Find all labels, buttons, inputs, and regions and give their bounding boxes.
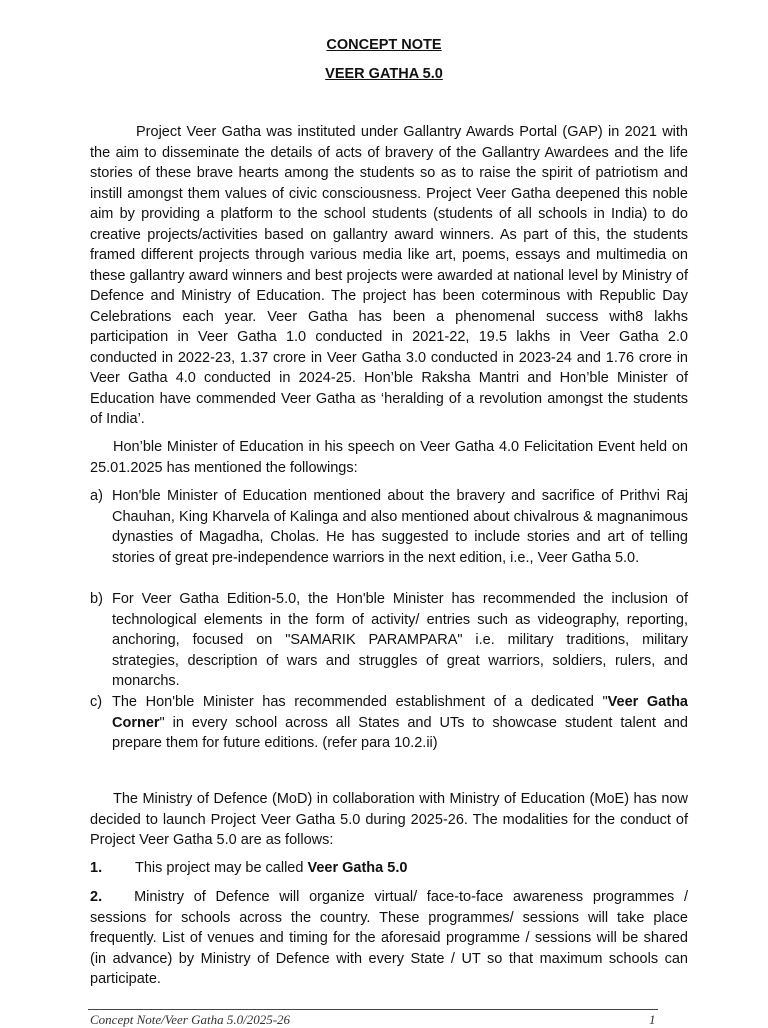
footer-divider [88, 1009, 658, 1010]
list-item-text-bold: Veer Gatha Corner [112, 694, 688, 731]
point-text-2: Ministry of Defence will organize virtual/ face-to-face awareness programmes / sessions for schools across the country. These programmes/ sessions will take place frequently. List of venues and timing for the aforesaid programme / sessions will be shared (in advance) by Ministry of Defence with every State / UT so that maximum schools can participate. [90, 889, 688, 987]
document-subtitle: VEER GATHA 5.0 [325, 66, 443, 82]
list-marker: a) [90, 488, 103, 504]
point-number-1: 1. [90, 860, 103, 876]
intro-paragraph: Project Veer Gatha was instituted under Gallantry Awards Portal (GAP) in 2021 with the aim to disseminate the details of acts of bravery of the Gallantry Awardees and the life stories of these brave hearts among the students so as to raise the spirit of patriotism and instill amongst them values of civic consciousness. Project Veer Gatha deepened this noble aim by providing a platform to the school students (students of all schools in India) to do creative projects/activities based on gallantry award winners. As part of this, the students framed different projects through various media like art, poems, essays and multimedia on these gallantry award winners and best projects were awarded at national level by Ministry of Defence and Ministry of Education. The project has been coterminous with Republic Day Celebrations each year. Veer Gatha has been a phenomenal success with8 lakhs participation in Veer Gatha 1.0 conducted in 2021-22, 19.5 lakhs in Veer Gatha 2.0 conducted in 2022-23, 1.37 crore in Veer Gatha 3.0 conducted in 2023-24 and 1.76 crore in Veer Gatha 4.0 conducted in 2024-25. Hon’ble Raksha Mantri and Hon’ble Minister of Education have commended Veer Gatha as ‘heralding of a revolution amongst the students of India’. [90, 124, 688, 427]
point-text-1 [135, 858, 407, 879]
list-item-text: Hon'ble Minister of Education mentioned about the bravery and sacrifice of Prithvi Raj Chauhan, King Kharvela of Kalinga and also mentioned about chivalrous & magnanimous dynasties of Magadha, Cholas. He has suggested to include stories and art of telling stories of great pre-independence warriors in the next edition, i.e., Veer Gatha 5.0. [112, 488, 688, 566]
list-item-text: For Veer Gatha Edition-5.0, the Hon'ble Minister has recommended the inclusion of technological elements in the form of activity/ entries such as videography, reporting, anchoring, focused on "SAMARIK PARAMPARA" i.e. military traditions, military strategies, description of wars and struggles of great warriors, soldiers, rulers, and monarchs. [112, 591, 688, 689]
list-item-b [90, 589, 688, 692]
launch-paragraph: The Ministry of Defence (MoD) in collaboration with Ministry of Education (MoE) has now decided to launch Project Veer Gatha 5.0 during 2025-26. The modalities for the conduct of Project Veer Gatha 5.0 are as follows: [90, 791, 688, 848]
document-title: CONCEPT NOTE [326, 37, 442, 53]
list-item-a [90, 486, 688, 568]
minister-paragraph: Hon’ble Minister of Education in his speech on Veer Gatha 4.0 Felicitation Event held on 25.01.2025 has mentioned the followings: [90, 439, 688, 476]
point-text-before: This project may be called [135, 860, 308, 876]
list-item-text-after: " in every school across all States and UTs to showcase student talent and prepare them for future editions. (refer para 10.2.ii) [112, 714, 688, 751]
list-item-c [90, 692, 688, 754]
point-number-2: 2. [90, 889, 103, 905]
point-2-paragraph [90, 887, 688, 990]
list-item-text-before: The Hon'ble Minister has recommended establishment of a dedicated " [112, 694, 608, 710]
list-marker: b) [90, 591, 103, 607]
footer-document-reference: Concept Note/Veer Gatha 5.0/2025-26 [90, 1012, 291, 1027]
point-text-bold: Veer Gatha 5.0 [307, 860, 408, 876]
list-marker: c) [90, 694, 103, 710]
footer-page-number: 1 [649, 1012, 656, 1027]
